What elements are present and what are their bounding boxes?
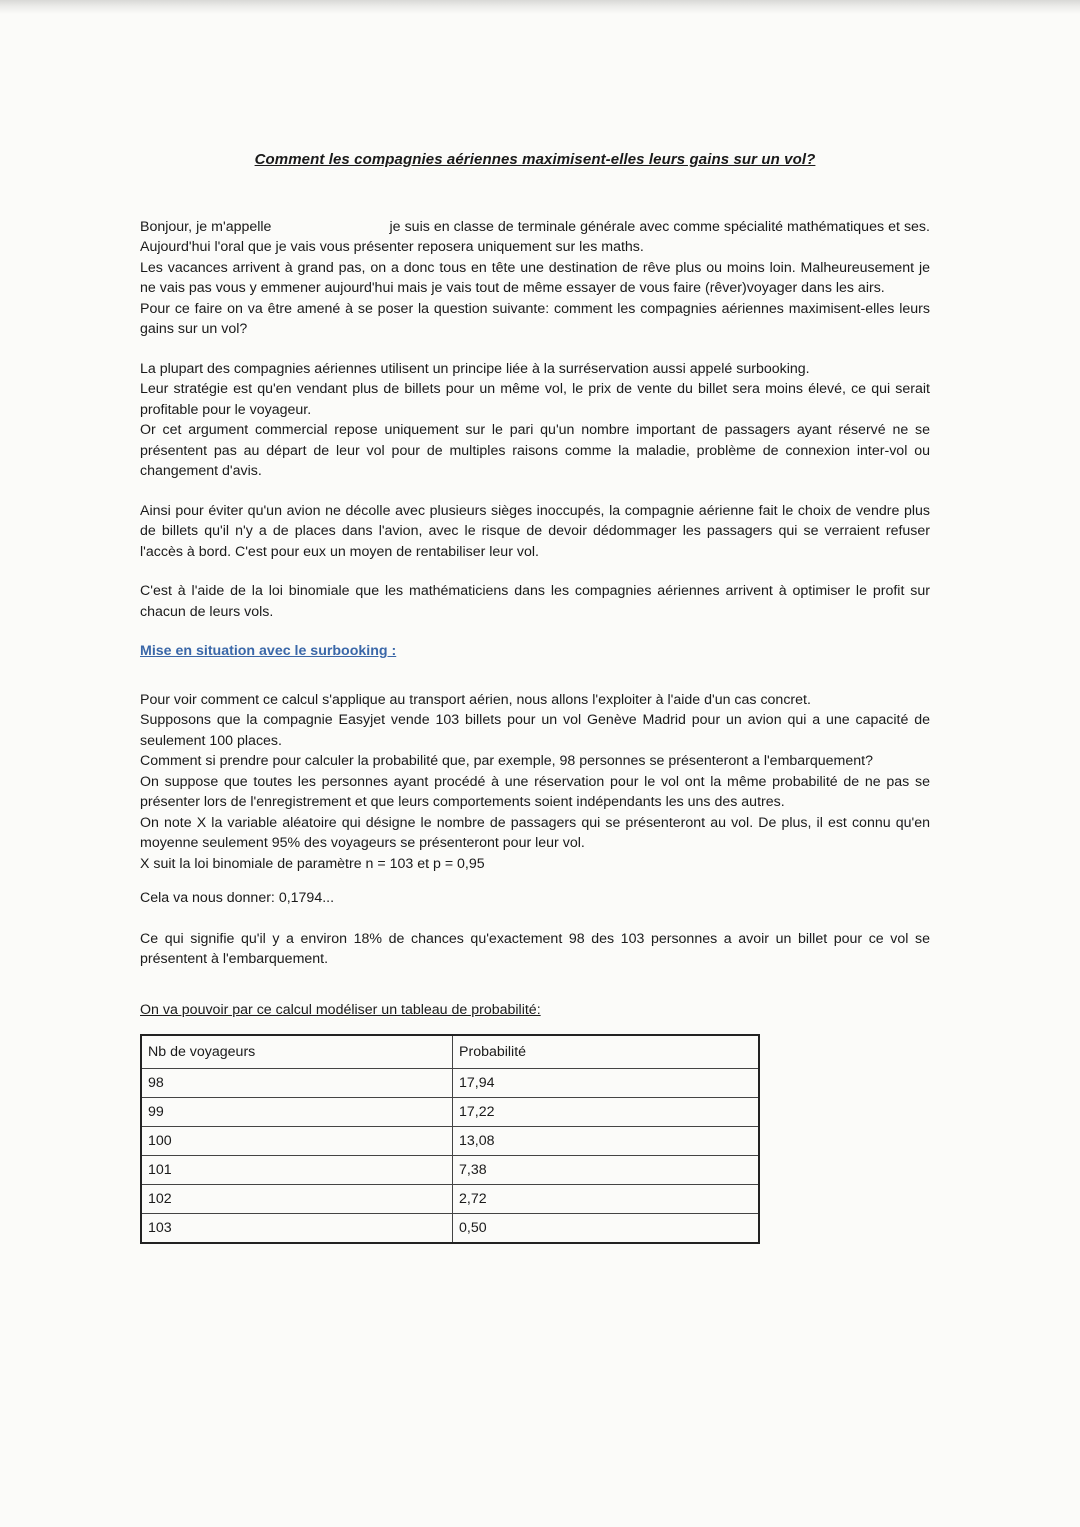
situation-paragraph-4: On suppose que toutes les personnes ayant procédé à une réservation pour le vol ont la même probabilité de ne pas se présenter lors de l'enregistrement et que leurs comportements soient indépendants les uns des autres. xyxy=(140,773,930,810)
table-row xyxy=(141,1214,759,1244)
cell-probability: 17,22 xyxy=(453,1098,760,1127)
intro-paragraph-3: Pour ce faire on va être amené à se poser la question suivante: comment les compagnies aériennes maximisent-elles leurs gains sur un vol? xyxy=(140,300,930,337)
body-paragraph-2: Leur stratégie est qu'en vendant plus de billets pour un même vol, le prix de vente du billet sera moins élevé, ce qui serait profitable pour le voyageur. xyxy=(140,381,930,418)
cell-probability: 0,50 xyxy=(453,1214,760,1244)
strategy-block xyxy=(140,501,930,563)
table-row xyxy=(141,1185,759,1214)
document-title: Comment les compagnies aériennes maximisent-elles leurs gains sur un vol? xyxy=(254,151,816,168)
cell-probability: 17,94 xyxy=(453,1069,760,1098)
table-row xyxy=(141,1098,759,1127)
cell-travelers: 100 xyxy=(141,1127,453,1156)
table-row xyxy=(141,1127,759,1156)
intro-paragraph-1 xyxy=(140,217,930,258)
cell-probability: 7,38 xyxy=(453,1156,760,1185)
situation-paragraph-3: Comment si prendre pour calculer la probabilité que, par exemple, 98 personnes se présenteront a l'embarquement? xyxy=(140,753,873,769)
cell-probability: 13,08 xyxy=(453,1127,760,1156)
body-paragraph-1: La plupart des compagnies aériennes utilisent un principe liée à la surréservation aussi appelé surbooking. xyxy=(140,360,810,377)
body-paragraph-4: Ainsi pour éviter qu'un avion ne décolle avec plusieurs sièges inoccupés, la compagnie aérienne fait le choix de vendre plus de billets qu'il n'y a de places dans l'avion, avec le risque de devoir dédommager les passagers qui se verraient refuser l'accès à bord. C'est pour eux un moyen de rentabiliser leur vol. xyxy=(140,502,930,560)
cell-travelers: 103 xyxy=(141,1214,453,1244)
table-title: On va pouvoir par ce calcul modéliser un tableau de probabilité: xyxy=(140,1001,541,1018)
meaning-paragraph: Ce qui signifie qu'il y a environ 18% de chances qu'exactement 98 des 103 personnes a avoir un billet pour ce vol se présentent à l'embarquement. xyxy=(140,930,930,967)
situation-paragraph-2: Supposons que la compagnie Easyjet vende 103 billets pour un vol Genève Madrid pour un avion qui a une capacité de seulement 100 places. xyxy=(140,712,930,749)
situation-block xyxy=(140,690,930,875)
section-heading: Mise en situation avec le surbooking : xyxy=(140,643,397,659)
scan-edge xyxy=(0,0,1080,14)
header-cell-travelers: Nb de voyageurs xyxy=(141,1035,453,1069)
surbooking-block xyxy=(140,359,930,482)
cell-travelers: 99 xyxy=(141,1098,453,1127)
document-page xyxy=(140,150,930,1244)
intro-paragraph-2: Les vacances arrivent à grand pas, on a donc tous en tête une destination de rêve plus ou moins loin. Malheureusement je ne vais pas vous y emmener aujourd'hui mais je vais tout de même essayer de vous faire (rêver)voyager dans les airs. xyxy=(140,259,930,296)
intro-rest: je suis en classe de terminale générale avec comme spécialité mathématiques et ses. Aujourd'hui l'oral que je vais vous présenter reposera uniquement sur les maths. xyxy=(140,218,930,255)
cell-probability: 2,72 xyxy=(453,1185,760,1214)
cell-travelers: 102 xyxy=(141,1185,453,1214)
situation-paragraph-6: X suit la loi binomiale de paramètre n = 103 et p = 0,95 xyxy=(140,855,485,872)
cell-travelers: 101 xyxy=(141,1156,453,1185)
table-header-row xyxy=(141,1035,759,1069)
result-line: Cela va nous donner: 0,1794... xyxy=(140,890,335,906)
situation-paragraph-1: Pour voir comment ce calcul s'applique au transport aérien, nous allons l'exploiter à l'aide d'un cas concret. xyxy=(140,691,811,708)
table-row xyxy=(141,1069,759,1098)
table-row xyxy=(141,1156,759,1185)
cell-travelers: 98 xyxy=(141,1069,453,1098)
binomial-block xyxy=(140,581,930,622)
intro-greeting: Bonjour, je m'appelle xyxy=(140,218,272,235)
situation-paragraph-5: On note X la variable aléatoire qui désigne le nombre de passagers qui se présenteront au vol. De plus, il est connu qu'en moyenne seulement 95% des voyageurs se présenteront pour leur vol. xyxy=(140,814,930,851)
probability-table xyxy=(140,1034,760,1244)
header-cell-probability: Probabilité xyxy=(453,1035,760,1069)
intro-block xyxy=(140,217,930,340)
body-paragraph-5: C'est à l'aide de la loi binomiale que les mathématiciens dans les compagnies aériennes arrivent à optimiser le profit sur chacun de leurs vols. xyxy=(140,583,930,620)
body-paragraph-3: Or cet argument commercial repose uniquement sur le pari qu'un nombre important de passagers ayant réservé ne se présentent pas au départ de leur vol pour de multiples raisons comme la maladie, problème de connexion inter-vol ou changement d'avis. xyxy=(140,422,930,479)
